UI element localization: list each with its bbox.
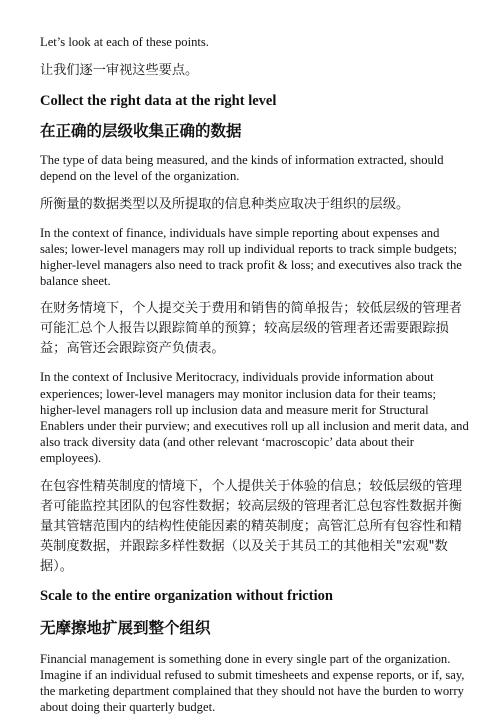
- section-heading-zh: 在正确的层级收集正确的数据: [40, 122, 242, 141]
- paragraph-en: In the context of Inclusive Meritocracy, individuals provide information about experiences; lower-level managers may monitor inclusion data for their teams; higher-level managers roll up inclusion data and measure merit for Structural Enablers under their purview; and executives roll up all inclusion and merit data, and also track diversity data (and other relevant ‘macroscopic’ data about their employees).: [40, 370, 469, 466]
- paragraph-zh: 所衡量的数据类型以及所提取的信息种类应取决于组织的层级。: [40, 196, 410, 212]
- paragraph-zh: 在包容性精英制度的情境下，个人提供关于体验的信息；较低层级的管理者可能监控其团队的包容性数据；较高层级的管理者汇总包容性数据并衡量其管辖范围内的结构性使能因素的精英制度；高管汇总所有包容性和精英制度数据，并跟踪多样性数据（以及关于其员工的其他相关"宏观"数据）。: [40, 478, 462, 574]
- intro-text-en: Let’s look at each of these points.: [40, 35, 209, 49]
- section-heading-en: Collect the right data at the right level: [40, 93, 277, 110]
- section-heading-en: Scale to the entire organization without friction: [40, 587, 333, 604]
- paragraph-zh: 在财务情境下，个人提交关于费用和销售的简单报告；较低层级的管理者可能汇总个人报告以跟踪简单的预算；较高层级的管理者还需要跟踪损益；高管还会跟踪资产负债表。: [40, 301, 462, 357]
- intro-text-zh: 让我们逐一审视这些要点。: [40, 63, 199, 79]
- paragraph-en: The type of data being measured, and the kinds of information extracted, should depend on the level of the organization.: [40, 153, 444, 184]
- document-page: [40, 34, 470, 715]
- paragraph-en: Financial management is something done in every single part of the organization. Imagine if an individual refused to submit timesheets and expense reports, or if, say, the marketing department complained that they should not have the burden to worry about doing their quarterly budget.: [40, 651, 465, 715]
- section-heading-zh: 无摩擦地扩展到整个组织: [40, 618, 211, 637]
- paragraph-en: In the context of finance, individuals have simple reporting about expenses and sales; lower-level managers may roll up individual reports to track simple budgets; higher-level managers also need to track profit & loss; and executives also track the balance sheet.: [40, 225, 462, 289]
